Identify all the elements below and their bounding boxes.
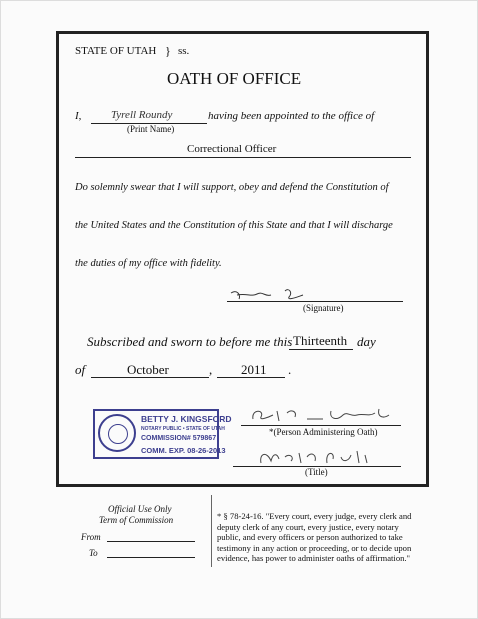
- official-use-label: Official Use Only: [108, 504, 172, 514]
- appointed-text: having been appointed to the office of: [208, 110, 375, 122]
- administering-caption: *(Person Administering Oath): [269, 427, 378, 437]
- title-caption: (Title): [305, 467, 328, 477]
- administering-line: [241, 425, 401, 426]
- signature-caption: (Signature): [303, 303, 344, 313]
- print-name-caption: (Print Name): [127, 124, 175, 134]
- notary-signature: [247, 405, 397, 427]
- stamp-line-2: NOTARY PUBLIC • STATE OF UTAH: [141, 426, 225, 432]
- day-word: day: [357, 334, 376, 349]
- oath-taker-signature: [227, 285, 317, 305]
- oath-line-3: the duties of my office with fidelity.: [75, 258, 222, 269]
- notary-seal: [98, 414, 136, 452]
- to-line: [107, 557, 195, 558]
- comma: ,: [209, 362, 213, 377]
- ss-label: ss.: [178, 45, 190, 57]
- period: .: [288, 362, 292, 377]
- state-brace: }: [165, 44, 171, 58]
- from-line: [107, 541, 195, 542]
- state-label: STATE OF UTAH: [75, 45, 157, 57]
- oath-line-1: Do solemnly swear that I will support, obey and defend the Constitution of: [75, 182, 389, 193]
- stamp-name: BETTY J. KINGSFORD: [141, 414, 232, 424]
- office-value: Correctional Officer: [187, 143, 277, 155]
- to-label: To: [89, 548, 98, 558]
- day-line: [289, 349, 353, 350]
- term-of-commission-label: Term of Commission: [99, 515, 174, 525]
- i-label: I,: [75, 110, 82, 122]
- oath-line-2: the United States and the Constitution of this State and that I will discharge: [75, 220, 393, 231]
- stamp-line-3: COMMISSION# 579867: [141, 435, 217, 442]
- month-value: October: [127, 362, 169, 377]
- office-line: [75, 157, 411, 158]
- year-value: 2011: [241, 362, 267, 377]
- notary-stamp: [93, 409, 232, 459]
- footer-divider: [211, 495, 212, 567]
- signature-line: [227, 301, 403, 302]
- print-name-value: Tyrell Roundy: [111, 109, 173, 121]
- stamp-line-4: COMM. EXP. 08-26-2013: [141, 446, 226, 455]
- of-word: of: [75, 362, 86, 377]
- sworn-text: Subscribed and sworn to before me this: [87, 334, 293, 349]
- from-label: From: [81, 532, 101, 542]
- day-value: Thirteenth: [293, 333, 348, 348]
- footnote-text: * § 78-24-16. "Every court, every judge, every clerk and deputy clerk of any court, every justice, every notary public, and every officers or person authorized to take testimony in any action or proceeding, or to decide upon evidence, has power to administer oaths of affirmation.": [217, 511, 412, 563]
- document-title: OATH OF OFFICE: [167, 69, 302, 88]
